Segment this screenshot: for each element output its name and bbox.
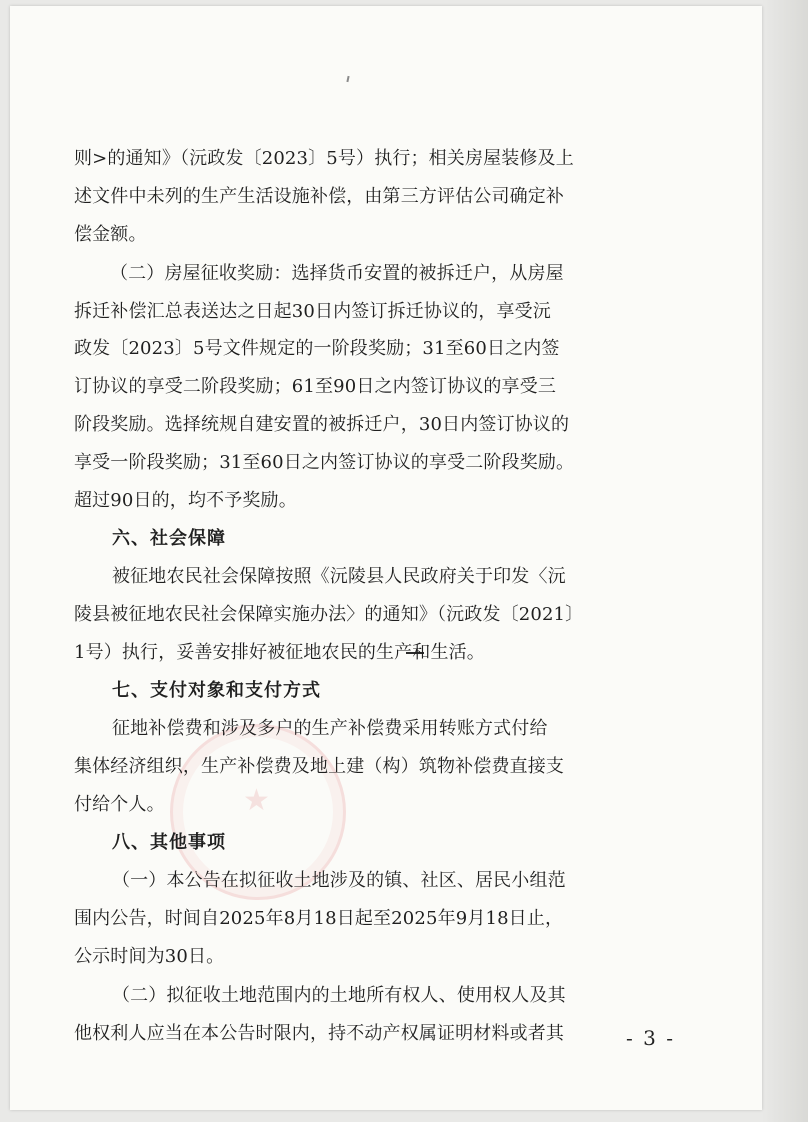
body-line-5: 拆迁补偿汇总表送达之日起30日内签订拆迁协议的，享受沅 <box>74 301 551 322</box>
body-line-23: （二）拟征收土地范围内的土地所有权人、使用权人及其 <box>112 985 566 1006</box>
body-line-12: 被征地农民社会保障按照《沅陵县人民政府关于印发〈沅 <box>112 566 566 587</box>
section-heading-social-security: 六、社会保障 <box>112 528 226 549</box>
body-line-6: 政发〔2023〕5号文件规定的一阶段奖励；31至60日之内签 <box>74 338 560 359</box>
body-line-8: 阶段奖励。选择统规自建安置的被拆迁户，30日内签订协议的 <box>74 414 570 435</box>
body-line-20: （一）本公告在拟征收土地涉及的镇、社区、居民小组范 <box>112 870 566 891</box>
section-heading-payment: 七、支付对象和支付方式 <box>112 680 321 701</box>
body-line-9: 享受一阶段奖励；31至60日之内签订协议的享受二阶段奖励。 <box>74 452 575 473</box>
body-line-14: 1号）执行，妥善安排好被征地农民的生产和生活。 <box>74 642 485 663</box>
body-line-2: 述文件中未列的生产生活设施补偿，由第三方评估公司确定补 <box>74 186 565 207</box>
section-heading-other: 八、其他事项 <box>112 832 226 853</box>
body-line-1: 则>的通知》（沅政发〔2023〕5号）执行；相关房屋装修及上 <box>74 148 574 169</box>
body-line-21: 围内公告，时间自2025年8月18日起至2025年9月18日止， <box>74 908 564 929</box>
page-number: - 3 - <box>626 1026 675 1050</box>
body-line-3: 偿金额。 <box>74 224 147 245</box>
body-line-24: 他权利人应当在本公告时限内，持不动产权属证明材料或者其 <box>74 1023 565 1044</box>
document-page <box>10 6 762 1110</box>
body-line-16: 征地补偿费和涉及多户的生产补偿费采用转账方式付给 <box>112 718 548 739</box>
body-line-7: 订协议的享受二阶段奖励；61至90日之内签订协议的享受三 <box>74 376 557 397</box>
body-line-18: 付给个人。 <box>74 794 165 815</box>
body-line-13: 陵县被征地农民社会保障实施办法〉的通知》（沅政发〔2021〕 <box>74 604 584 625</box>
body-line-17: 集体经济组织，生产补偿费及地上建（构）筑物补偿费直接支 <box>74 756 565 777</box>
scan-edge-shadow <box>762 0 808 1122</box>
body-line-10: 超过90日的，均不予奖励。 <box>74 490 297 511</box>
body-line-22: 公示时间为30日。 <box>74 946 225 967</box>
scan-mark <box>346 76 349 82</box>
body-line-4: （二）房屋征收奖励：选择货币安置的被拆迁户，从房屋 <box>110 263 564 284</box>
